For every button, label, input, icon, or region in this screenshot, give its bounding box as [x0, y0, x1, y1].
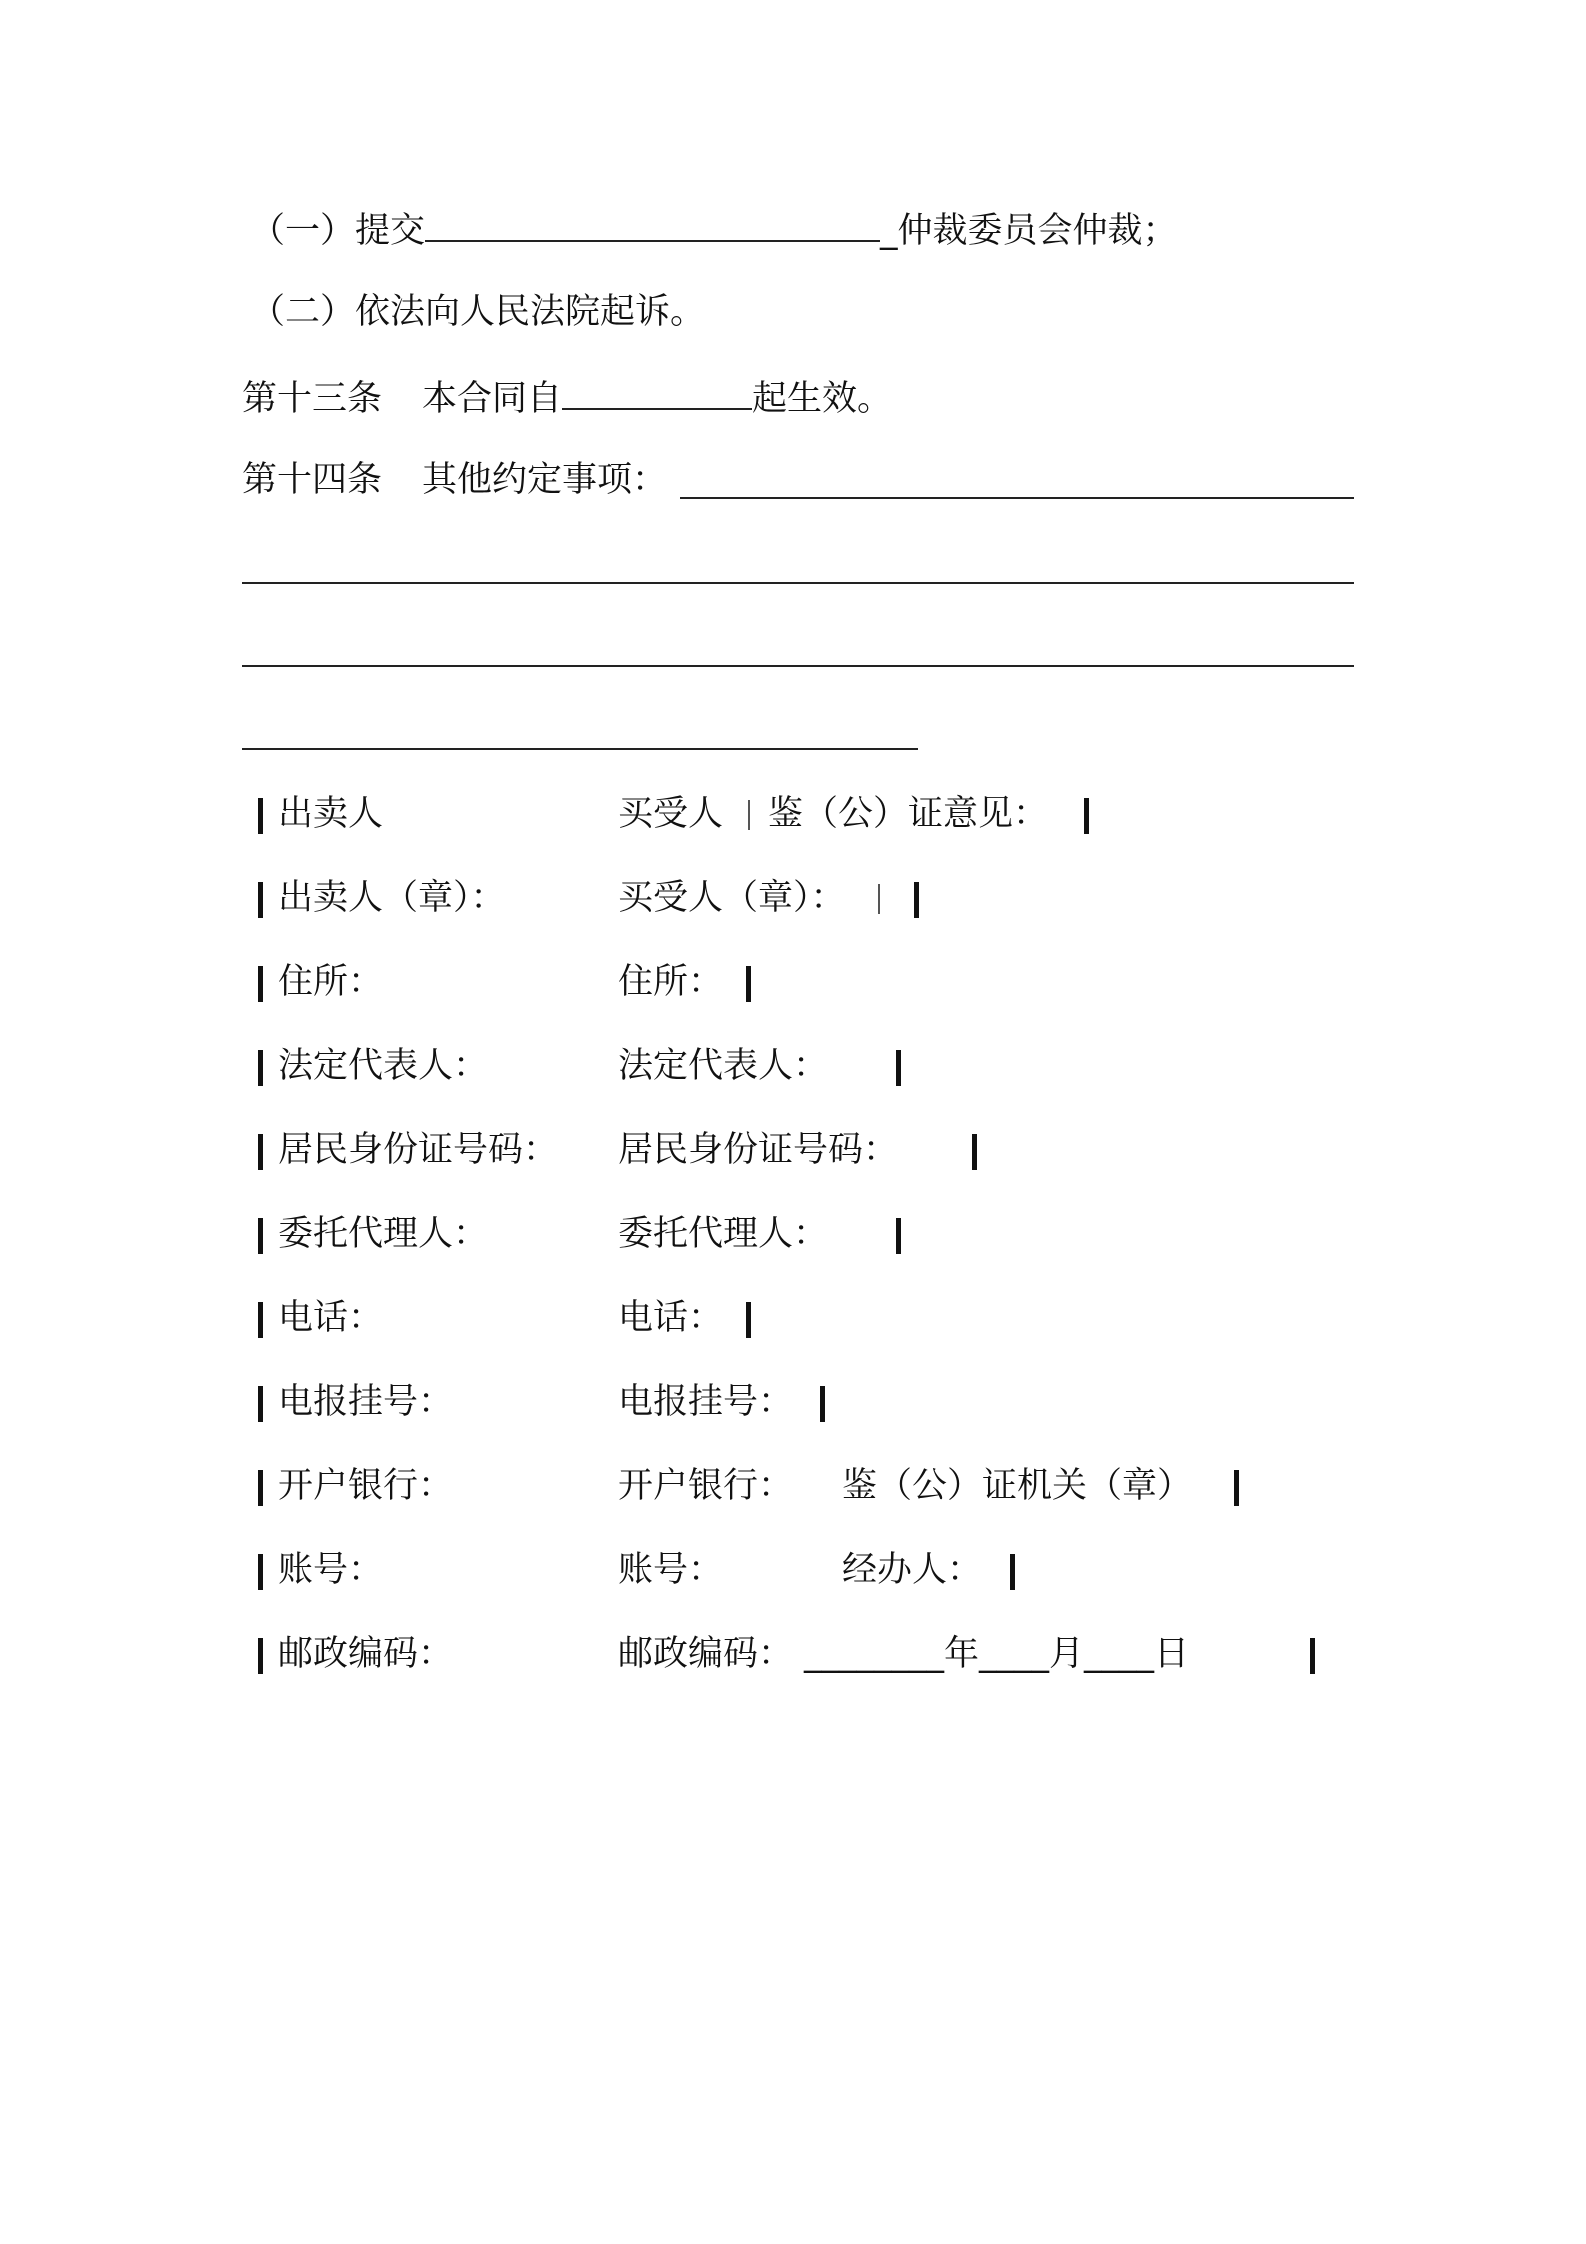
other-terms-blank-4[interactable]	[242, 748, 918, 750]
buyer-bank-label: 开户银行：	[618, 1466, 794, 1506]
table-border	[914, 882, 919, 918]
table-row	[0, 874, 1586, 922]
buyer-agent-label: 委托代理人：	[618, 1214, 829, 1254]
buyer-label: 买受人	[618, 794, 724, 834]
table-border	[258, 1554, 263, 1590]
court-option-line	[250, 288, 705, 336]
table-row	[0, 1462, 1586, 1510]
table-border	[258, 1638, 263, 1674]
table-row	[0, 1630, 1586, 1678]
table-border	[1310, 1638, 1315, 1674]
table-border	[258, 798, 263, 834]
table-row	[0, 1294, 1586, 1342]
seller-telegraph-label: 电报挂号：	[278, 1382, 454, 1422]
table-border	[258, 1050, 263, 1086]
seller-legal-rep-label: 法定代表人：	[278, 1046, 489, 1086]
notary-opinion-label: 鉴（公）证意见：	[768, 794, 1049, 834]
table-border	[896, 1050, 901, 1086]
buyer-id-number-label: 居民身份证号码：	[618, 1130, 899, 1170]
article-13-title: 第十三条	[242, 379, 383, 419]
table-border	[746, 1302, 751, 1338]
table-border	[258, 882, 263, 918]
option2-text: （二）依法向人民法院起诉。	[250, 292, 706, 332]
arbitration-option-line	[250, 204, 1178, 255]
table-border	[746, 966, 751, 1002]
table-border	[258, 966, 263, 1002]
buyer-address-label: 住所：	[618, 962, 724, 1002]
table-border	[1084, 798, 1089, 834]
seller-label: 出卖人	[278, 794, 384, 834]
table-border	[258, 1386, 263, 1422]
seller-address-label: 住所：	[278, 962, 384, 1002]
option1-suffix: _仲裁委员会仲裁；	[880, 211, 1178, 251]
table-border	[1010, 1554, 1015, 1590]
table-border	[972, 1134, 977, 1170]
seller-bank-label: 开户银行：	[278, 1466, 454, 1506]
table-border	[1234, 1470, 1239, 1506]
seller-phone-label: 电话：	[278, 1298, 384, 1338]
article-14-text: 其他约定事项：	[422, 460, 668, 500]
article-13-line	[242, 372, 892, 423]
option1-prefix: （一）提交	[250, 211, 426, 251]
article-13-prefix: 本合同自	[422, 379, 563, 419]
seller-agent-label: 委托代理人：	[278, 1214, 489, 1254]
table-row	[0, 1210, 1586, 1258]
buyer-phone-label: 电话：	[618, 1298, 724, 1338]
seller-id-number-label: 居民身份证号码：	[278, 1130, 559, 1170]
buyer-telegraph-label: 电报挂号：	[618, 1382, 794, 1422]
date-line[interactable]: ________年____月____日	[804, 1634, 1190, 1674]
table-border	[896, 1218, 901, 1254]
table-border	[258, 1470, 263, 1506]
handler-label: 经办人：	[842, 1550, 983, 1590]
buyer-seal-label: 买受人（章）：	[618, 878, 846, 918]
notary-authority-seal-label: 鉴（公）证机关（章）	[842, 1466, 1193, 1506]
seller-account-label: 账号：	[278, 1550, 384, 1590]
arbitration-commission-blank[interactable]	[425, 204, 880, 242]
table-border	[258, 1218, 263, 1254]
seller-postcode-label: 邮政编码：	[278, 1634, 454, 1674]
article-13-suffix: 起生效。	[752, 379, 893, 419]
other-terms-blank-3[interactable]	[242, 665, 1354, 667]
buyer-account-label: 账号：	[618, 1550, 724, 1590]
article-14-title: 第十四条	[242, 460, 383, 500]
buyer-postcode-label: 邮政编码：	[618, 1634, 794, 1674]
table-border	[748, 800, 750, 830]
table-row	[0, 958, 1586, 1006]
effective-date-blank[interactable]	[562, 372, 752, 410]
seller-seal-label: 出卖人（章）：	[278, 878, 506, 918]
table-row	[0, 790, 1586, 838]
table-row	[0, 1378, 1586, 1426]
buyer-legal-rep-label: 法定代表人：	[618, 1046, 829, 1086]
table-border	[820, 1386, 825, 1422]
other-terms-blank-2[interactable]	[242, 582, 1354, 584]
table-row	[0, 1042, 1586, 1090]
table-row	[0, 1126, 1586, 1174]
table-border	[258, 1134, 263, 1170]
table-row	[0, 1546, 1586, 1594]
table-border	[258, 1302, 263, 1338]
article-14-line	[242, 456, 667, 504]
table-border	[878, 884, 880, 914]
other-terms-blank-1[interactable]	[680, 497, 1354, 499]
